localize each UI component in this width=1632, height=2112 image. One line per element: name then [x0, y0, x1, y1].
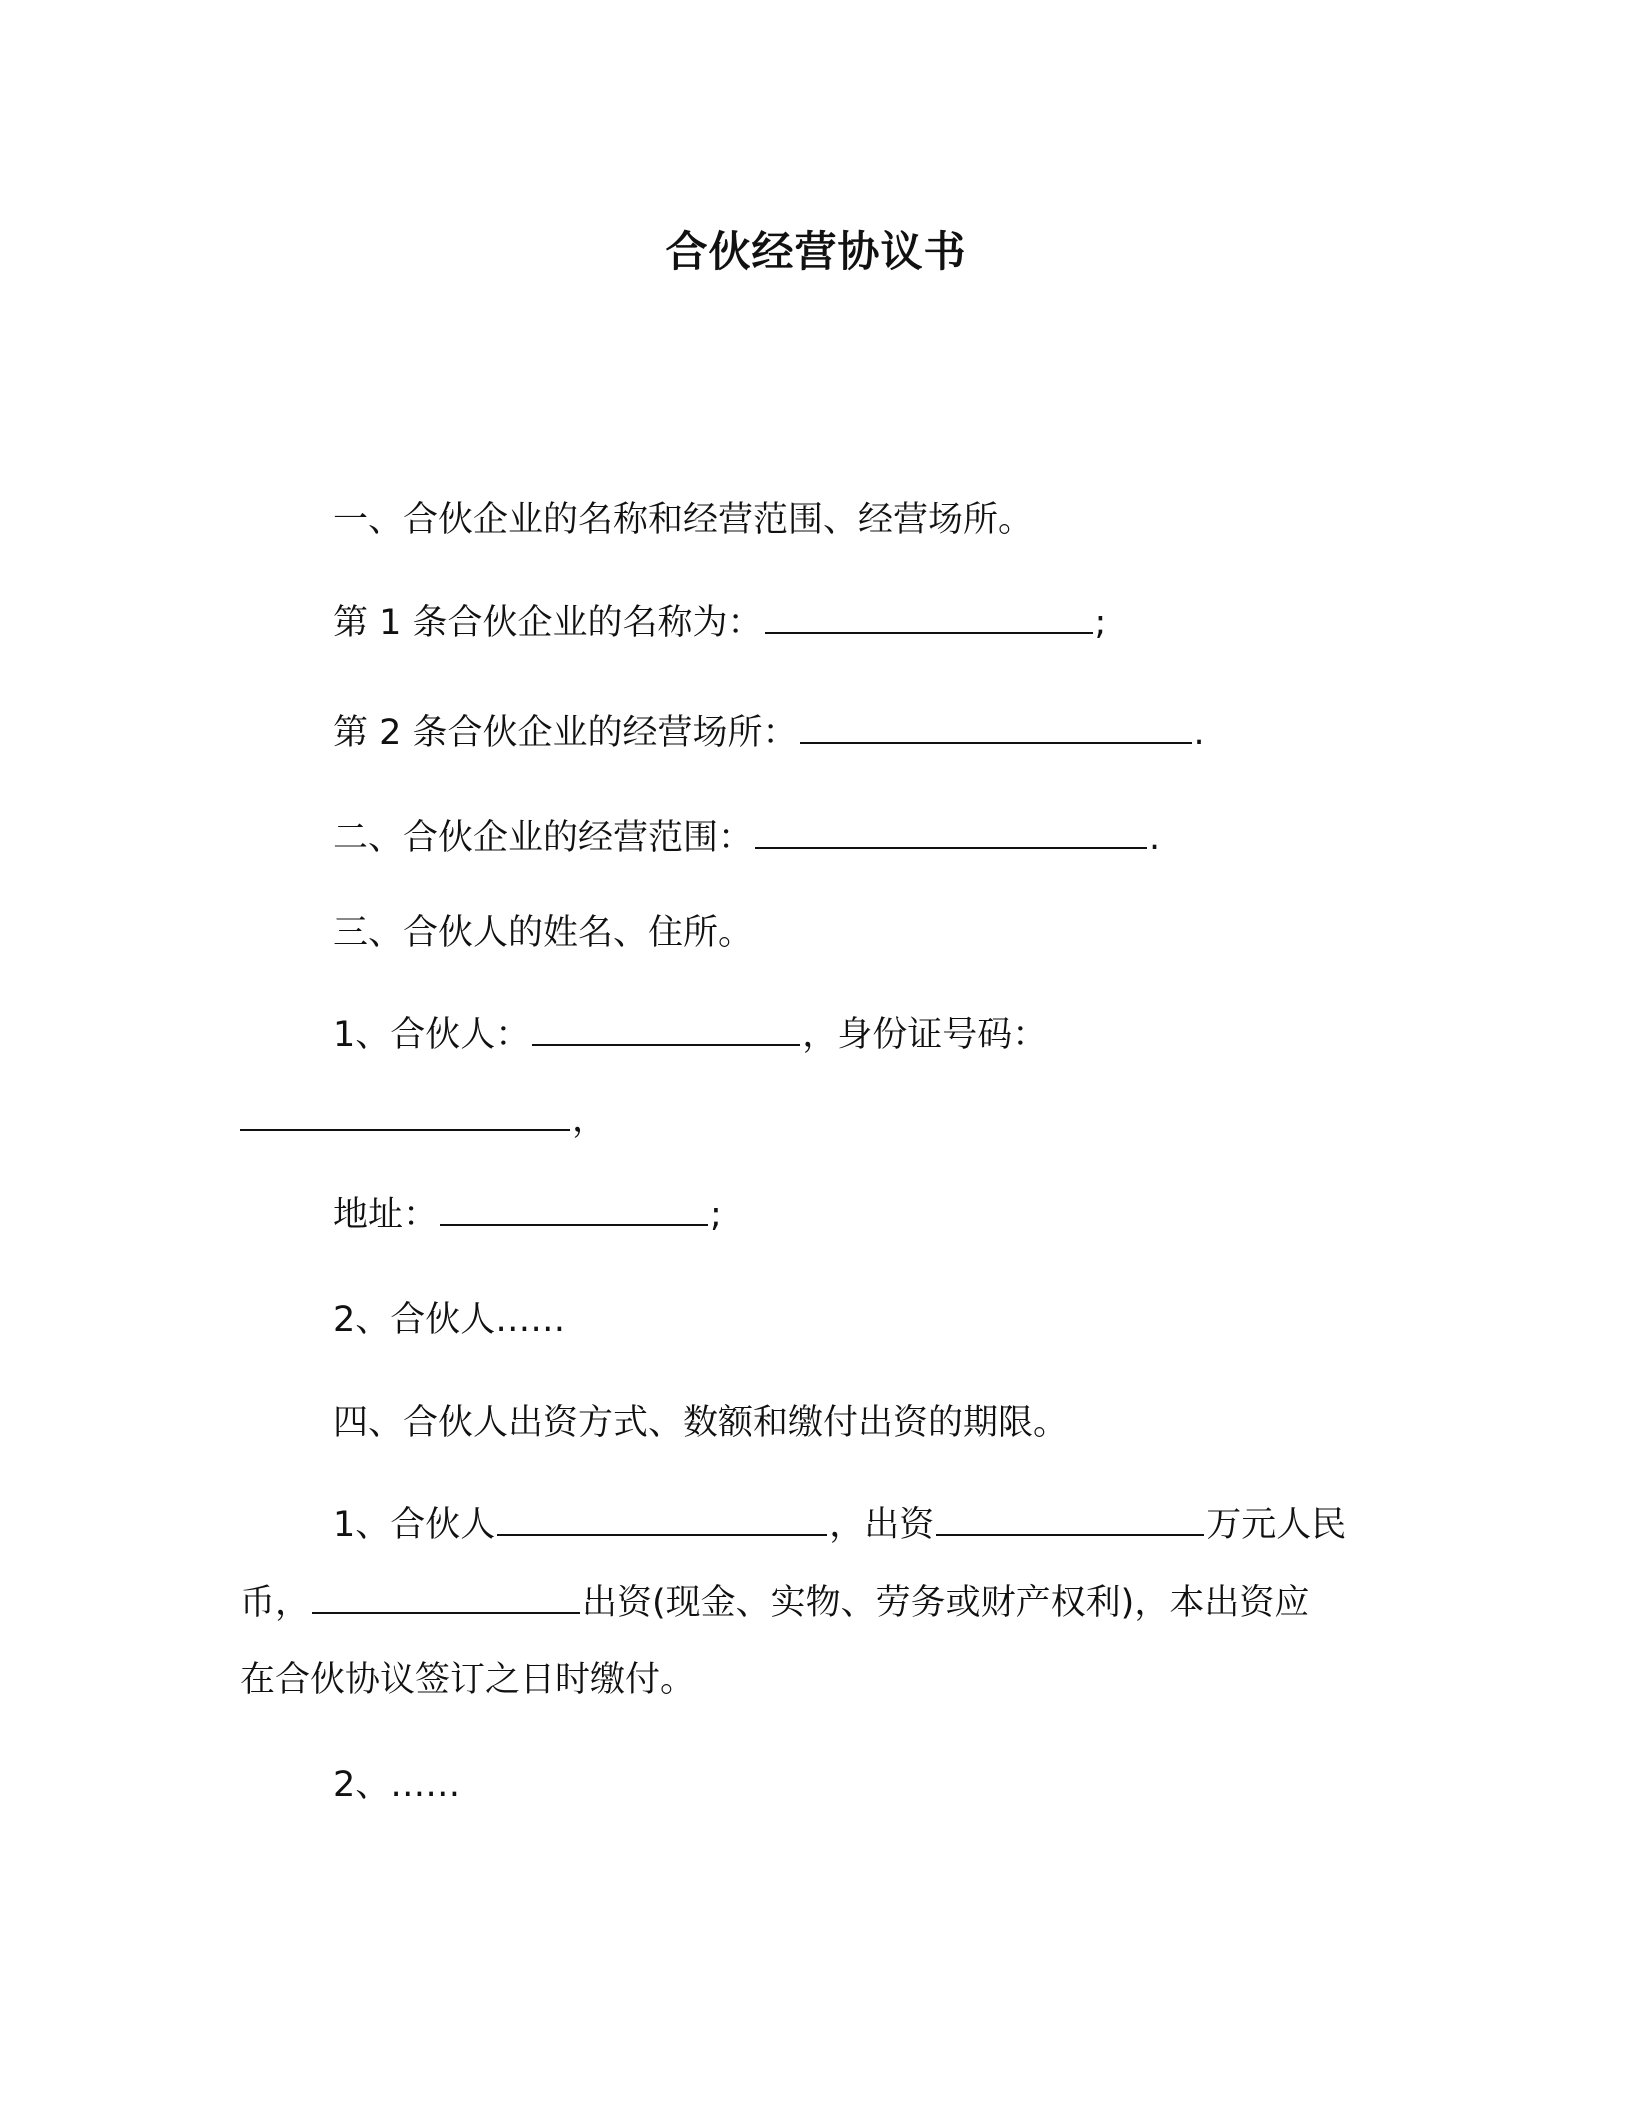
partner-1-line: 1、合伙人： ，身份证号码： [333, 1010, 1047, 1060]
company-name-blank[interactable] [765, 598, 1093, 634]
business-scope-blank[interactable] [755, 813, 1147, 849]
partner-1-name-blank[interactable] [532, 1010, 800, 1046]
section-3-heading: 三、合伙人的姓名、住所。 [333, 913, 754, 953]
document-title: 合伙经营协议书 [665, 227, 967, 276]
partner-2-line: 2、合伙人…… [333, 1300, 566, 1340]
contribution-1-line-2: 币， 出资(现金、实物、劳务或财产权利)，本出资应 [240, 1578, 1309, 1628]
section-2-line: 二、合伙企业的经营范围： . [333, 813, 1160, 863]
article-1-line: 第 1 条合伙企业的名称为： ; [333, 598, 1106, 648]
section-4-heading: 四、合伙人出资方式、数额和缴付出资的期限。 [333, 1403, 1069, 1443]
business-location-blank[interactable] [800, 708, 1192, 744]
contributor-name-blank[interactable] [497, 1500, 827, 1536]
article-2-line: 第 2 条合伙企业的经营场所： . [333, 708, 1205, 758]
partner-1-id-blank[interactable] [240, 1095, 570, 1131]
contribution-amount-blank[interactable] [936, 1500, 1204, 1536]
partner-1-address-line: 地址： ; [333, 1190, 722, 1240]
contribution-1-line-3: 在合伙协议签订之日时缴付。 [240, 1660, 696, 1700]
partner-1-id-line: ， [240, 1095, 607, 1145]
partner-1-address-blank[interactable] [440, 1190, 708, 1226]
section-1-heading: 一、合伙企业的名称和经营范围、经营场所。 [333, 500, 1034, 540]
contribution-2-line: 2、…… [333, 1765, 461, 1805]
contribution-1-line-1: 1、合伙人 ，出资 万元人民 [333, 1500, 1346, 1550]
contribution-method-blank[interactable] [312, 1578, 580, 1614]
